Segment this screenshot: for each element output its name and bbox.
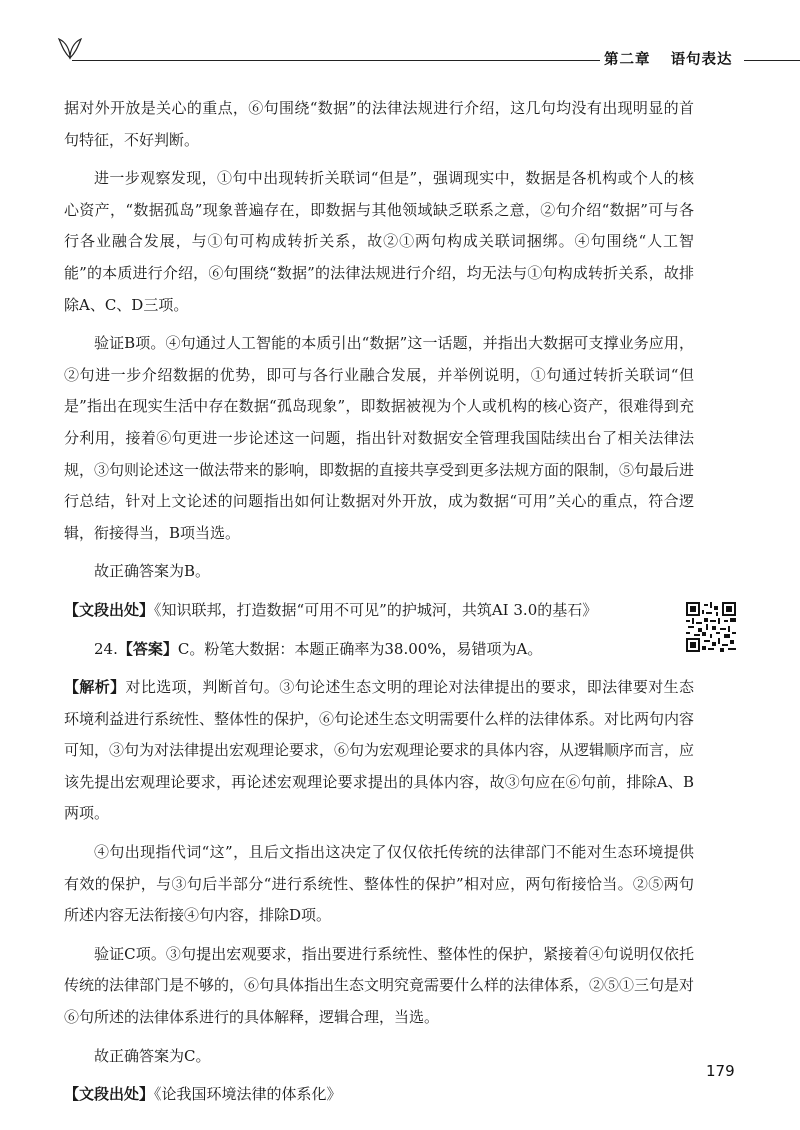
page-number: 179 [706, 1062, 735, 1080]
paragraph: ④句出现指代词“这”，且后文指出这决定了仅仅依托传统的法律部门不能对生态环境提供有效的保护，与③句后半部分“进行系统性、整体性的保护”相对应，两句衔接恰当。②⑤两句所述内容无法衔接④句内容，排除D项。 [64, 843, 694, 925]
chapter-number: 第二章 [604, 52, 651, 68]
source-tag: 【文段出处】 [64, 600, 155, 619]
source-citation [64, 1079, 694, 1111]
body-text [64, 93, 694, 1118]
paragraph: 验证B项。④句通过人工智能的本质引出“数据”这一话题，并指出大数据可支撑业务应用，②句进一步介绍数据的优势，即可与各行业融合发展，并举例说明，①句通过转折关联词“但是”指出在现实生活中存在数据“孤岛现象”，即数据被视为个人或机构的核心资产，很难得到充分利用，接着⑥句更进一步论述这一问题，指出针对数据安全管理我国陆续出台了相关法律法规，③句则论述这一做法带来的影响，即数据的直接共享受到更多法规方面的限制，⑤句最后进行总结，针对上文论述的问题指出如何让数据对外开放，成为数据“可用”关心的重点，符合逻辑，衔接得当，B项当选。 [64, 334, 695, 542]
source-citation [64, 595, 694, 627]
paragraph: 据对外开放是关心的重点，⑥句围绕“数据”的法律法规进行介绍，这几句均没有出现明显的首句特征，不好判断。 [64, 99, 694, 149]
analysis-text: 对比选项，判断首句。③句论述生态文明的理论对法律提出的要求，即法律要对生态环境利益进行系统性、整体性的保护，⑥句论述生态文明需要什么样的法律体系。对比两句内容可知，③句为对法律提出宏观理论要求，⑥句为宏观理论要求的具体内容，从逻辑顺序而言，应该先提出宏观理论要求，再论述宏观理论要求提出的具体内容，故③句应在⑥句前，排除A、B两项。 [64, 678, 695, 823]
leaf-ornament-icon [56, 34, 84, 60]
paragraph: 故正确答案为C。 [94, 1046, 211, 1065]
answer-line [64, 634, 694, 666]
answer-text: C。粉笔大数据：本题正确率为38.00%，易错项为A。 [177, 639, 543, 658]
source-tag: 【文段出处】 [64, 1085, 155, 1104]
paragraph: 验证C项。③句提出宏观要求，指出要进行系统性、整体性的保护，紧接着④句说明仅依托传统的法律部门是不够的，⑥句具体指出生态文明究竟需要什么样的法律体系，②⑤①三句是对⑥句所述的法律体系进行的具体解释，逻辑合理，当选。 [64, 944, 695, 1027]
analysis-tag: 【解析】 [64, 678, 126, 697]
source-text: 《论我国环境法律的体系化》 [154, 1085, 342, 1104]
answer-tag: 【答案】 [117, 639, 178, 658]
header-rule-left [72, 60, 600, 61]
analysis-paragraph [64, 672, 694, 830]
paragraph: 故正确答案为B。 [94, 562, 211, 581]
page-header [0, 30, 800, 70]
paragraph: 进一步观察发现，①句中出现转折关联词“但是”，强调现实中，数据是各机构或个人的核心资产，“数据孤岛”现象普遍存在，即数据与其他领域缺乏联系之意，②句介绍“数据”可与各行各业融合发展，与①句可构成转折关系，故②①两句构成关联词捆绑。④句围绕“人工智能”的本质进行介绍，⑥句围绕“数据”的法律法规进行介绍，均无法与①句构成转折关系，故排除A、C、D三项。 [64, 169, 694, 314]
header-rule-right [744, 60, 800, 61]
qr-code-icon[interactable] [686, 602, 736, 652]
source-text: 《知识联邦，打造数据“可用不可见”的护城河，共筑AI 3.0的基石》 [154, 600, 598, 619]
chapter-title: 语句表达 [670, 52, 733, 68]
chapter-heading [604, 48, 733, 69]
question-number: 24. [94, 639, 118, 658]
